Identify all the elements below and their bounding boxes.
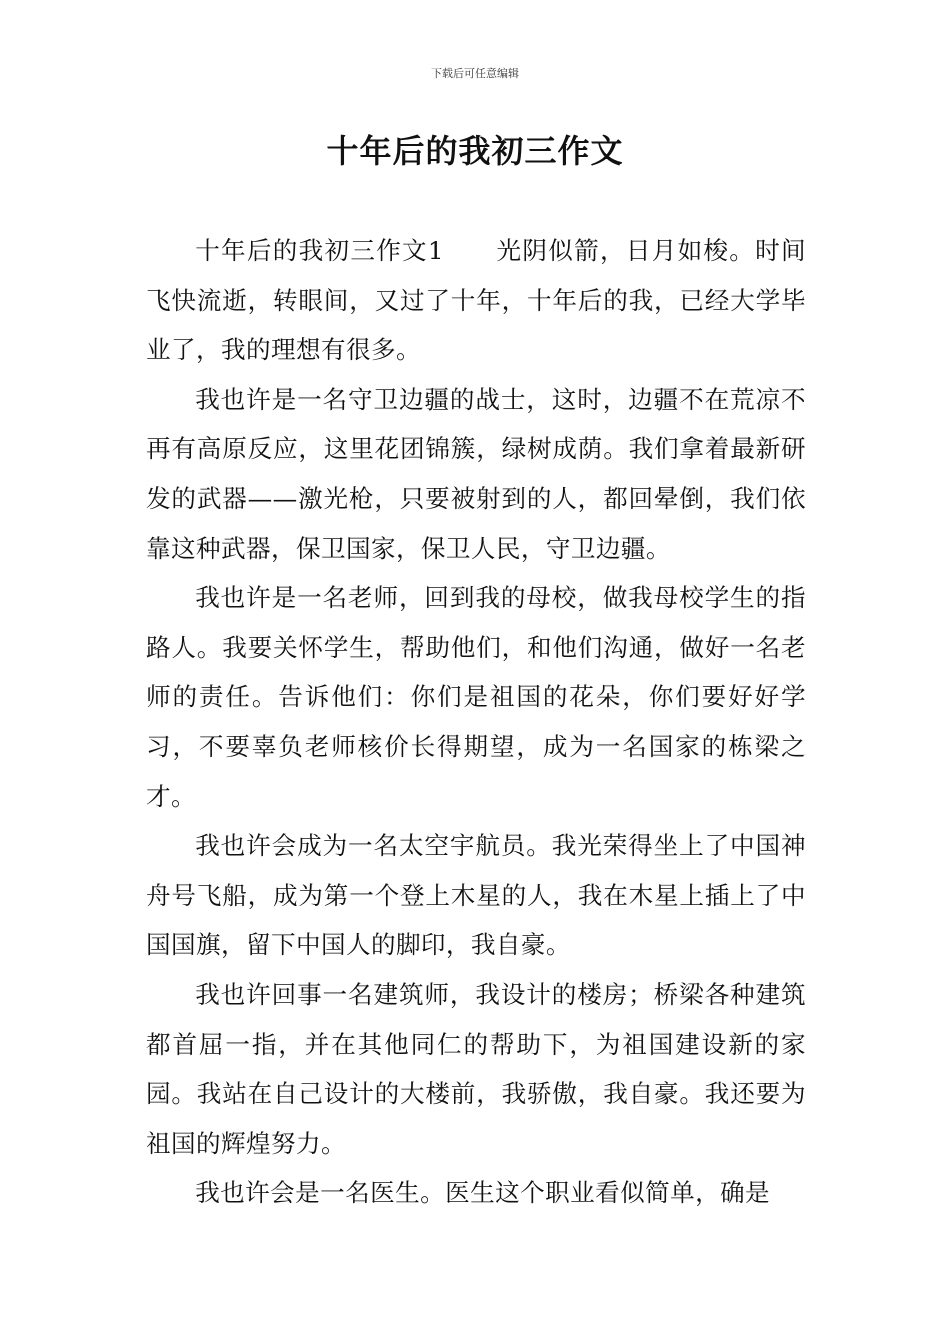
paragraph-2: 我也许是一名守卫边疆的战士，这时，边疆不在荒凉不再有高原反应，这里花团锦簇，绿树成荫。我们拿着最新研发的武器——激光枪，只要被射到的人，都回晕倒，我们依靠这种武器，保卫国家，保卫人民，守卫边疆。 (146, 384, 806, 563)
paragraph-5: 我也许回事一名建筑师，我设计的楼房；桥梁各种建筑都首屈一指，并在其他同仁的帮助下，为祖国建设新的家园。我站在自己设计的大楼前，我骄傲，我自豪。我还要为祖国的辉煌努力。 (146, 979, 806, 1158)
paragraph-1: 十年后的我初三作文1 光阴似箭，日月如梭。时间飞快流逝，转眼间，又过了十年，十年后的我，已经大学毕业了，我的理想有很多。 (146, 236, 806, 365)
document-body (146, 226, 806, 1218)
document-title: 十年后的我初三作文 (326, 132, 624, 170)
paragraph-6: 我也许会是一名医生。医生这个职业看似简单，确是 (195, 1178, 771, 1208)
header-note: 下载后可任意编辑 (431, 67, 519, 80)
paragraph-3: 我也许是一名老师，回到我的母校，做我母校学生的指路人。我要关怀学生，帮助他们，和他们沟通，做好一名老师的责任。告诉他们：你们是祖国的花朵，你们要好好学习，不要辜负老师核价长得期望，成为一名国家的栋梁之才。 (146, 583, 806, 811)
paragraph-4: 我也许会成为一名太空宇航员。我光荣得坐上了中国神舟号飞船，成为第一个登上木星的人，我在木星上插上了中国国旗，留下中国人的脚印，我自豪。 (146, 831, 806, 960)
